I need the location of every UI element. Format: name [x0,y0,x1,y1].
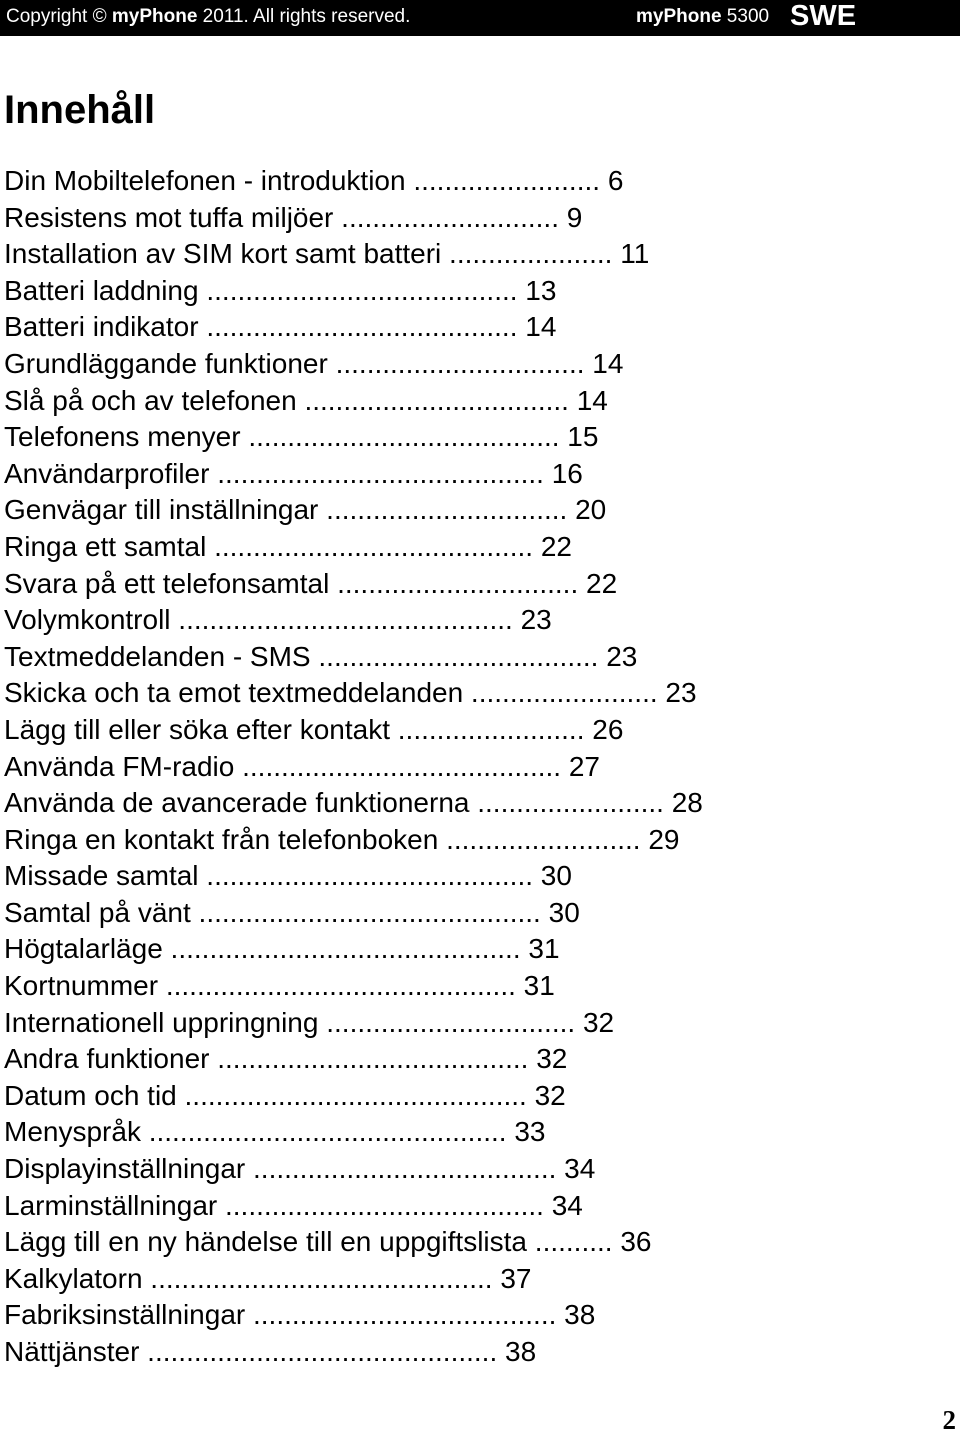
toc-entry: Installation av SIM kort samt batteri ..................... 11 [4,238,650,270]
toc-entry: Kortnummer ............................................. 31 [4,970,555,1002]
toc-entry: Svara på ett telefonsamtal ............................... 22 [4,567,618,599]
page-number: 2 [942,1405,956,1435]
toc-entry: Displayinställningar ....................................... 34 [4,1153,596,1185]
model-brand: myPhone [636,6,722,27]
toc-entry: Missade samtal .......................................... 30 [4,860,572,892]
toc-entry: Slå på och av telefonen .................................. 14 [4,384,608,416]
copyright-suffix: 2011. All rights reserved. [197,6,411,27]
toc-entry: Lägg till en ny händelse till en uppgiftslista .......... 36 [4,1226,652,1258]
toc-entry: Samtal på vänt ............................................ 30 [4,896,580,928]
toc-entry: Ringa en kontakt från telefonboken ......................... 29 [4,823,680,855]
table-of-contents [4,163,703,1371]
toc-entry: Skicka och ta emot textmeddelanden ........................ 23 [4,677,697,709]
toc-entry: Resistens mot tuffa miljöer ............................ 9 [4,201,583,233]
toc-entry: Lägg till eller söka efter kontakt ........................ 26 [4,713,624,745]
toc-entry: Larminställningar ......................................... 34 [4,1189,583,1221]
toc-entry: Din Mobiltelefonen - introduktion ........................ 6 [4,165,624,196]
copyright-notice [6,6,410,28]
toc-entry: Batteri indikator ........................................ 14 [4,311,557,343]
model-name [636,6,769,28]
toc-entry: Användarprofiler .......................................... 16 [4,457,583,489]
toc-entry: Kalkylatorn ............................................ 37 [4,1262,532,1294]
page-title: Innehåll [4,88,156,132]
toc-entry: Grundläggande funktioner ................................ 14 [4,347,624,379]
toc-entry: Nättjänster ............................................. 38 [4,1336,537,1367]
toc-entry: Volymkontroll ........................................... 23 [4,604,552,636]
toc-entry: Menyspråk .............................................. 33 [4,1116,546,1148]
toc-entry: Telefonens menyer ........................................ 15 [4,421,599,453]
toc-entry: Fabriksinställningar ....................................... 38 [4,1299,596,1331]
toc-entry: Andra funktioner ........................................ 32 [4,1043,568,1075]
toc-entry: Genvägar till inställningar ............................... 20 [4,494,607,526]
model-number: 5300 [721,6,770,27]
toc-entry: Använda FM-radio ......................................... 27 [4,750,600,782]
toc-entry: Datum och tid ............................................ 32 [4,1079,566,1111]
toc-entry: Använda de avancerade funktionerna ........................ 28 [4,787,703,819]
toc-entry: Batteri laddning ........................................ 13 [4,274,557,306]
toc-entry: Internationell uppringning ................................ 32 [4,1006,615,1038]
toc-entry: Ringa ett samtal ......................................... 22 [4,530,572,562]
header-bar [0,0,960,36]
language-code: SWE [790,0,857,32]
toc-entry: Högtalarläge ............................................. 31 [4,933,560,965]
copyright-brand: myPhone [111,6,198,27]
copyright-prefix: Copyright © [6,6,112,27]
toc-entry: Textmeddelanden - SMS .................................... 23 [4,640,638,672]
